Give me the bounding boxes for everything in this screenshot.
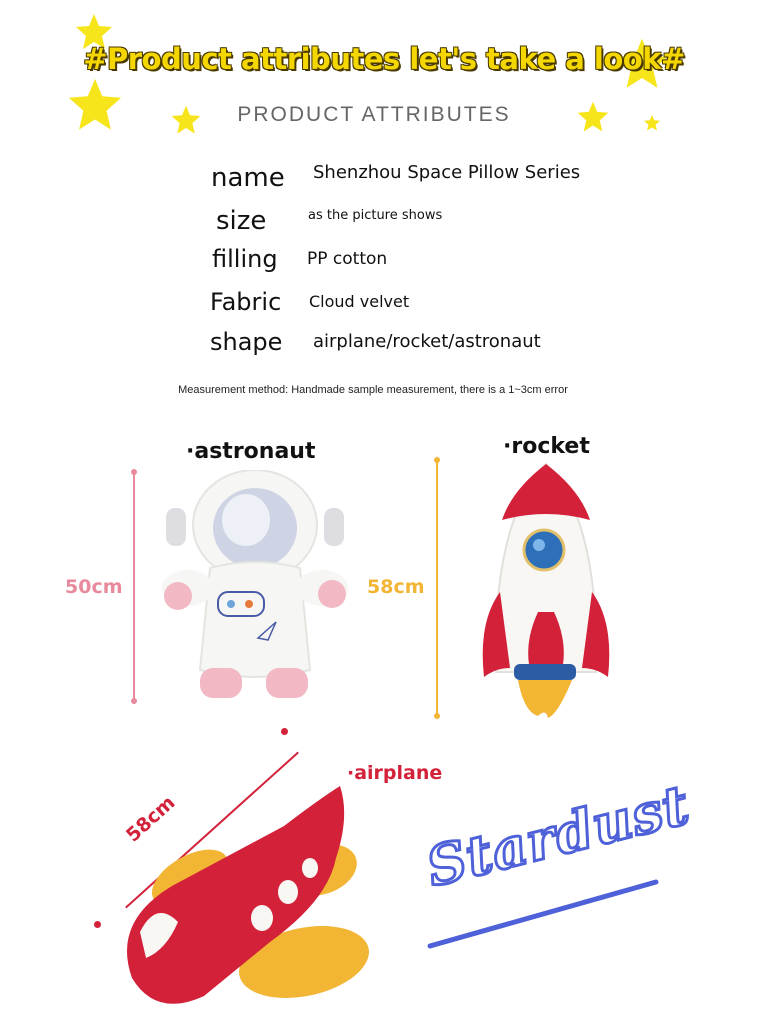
airplane-label: ·airplane bbox=[347, 762, 443, 784]
attr-label-size: size bbox=[216, 206, 267, 236]
astronaut-label: ·astronaut bbox=[186, 439, 316, 464]
dim-endpoint bbox=[281, 728, 288, 735]
attr-label-shape: shape bbox=[210, 328, 283, 356]
rocket-dimension: 58cm bbox=[367, 576, 425, 598]
attr-label-filling: filling bbox=[212, 245, 278, 273]
dim-endpoint bbox=[131, 469, 137, 475]
dim-endpoint bbox=[434, 713, 440, 719]
measurement-note: Measurement method: Handmade sample measurement, there is a 1~3cm error bbox=[178, 384, 568, 396]
astronaut-dimension-line bbox=[133, 472, 135, 702]
astronaut-dimension: 50cm bbox=[65, 576, 123, 598]
dim-endpoint bbox=[131, 698, 137, 704]
attr-value-filling: PP cotton bbox=[307, 249, 388, 269]
attr-value-shape: airplane/rocket/astronaut bbox=[313, 331, 541, 352]
dim-endpoint bbox=[94, 921, 101, 928]
dim-endpoint bbox=[434, 457, 440, 463]
attr-label-fabric: Fabric bbox=[210, 288, 282, 316]
astronaut-plush bbox=[160, 470, 350, 710]
attr-label-name: name bbox=[211, 163, 285, 193]
attr-value-fabric: Cloud velvet bbox=[309, 292, 410, 311]
rocket-dimension-line bbox=[436, 460, 438, 716]
attr-value-size: as the picture shows bbox=[308, 208, 443, 223]
brand-logo: Stardust bbox=[420, 772, 696, 900]
airplane-dimension: 58cm bbox=[122, 791, 180, 847]
rocket-plush bbox=[476, 462, 616, 724]
attr-value-name: Shenzhou Space Pillow Series bbox=[313, 162, 581, 183]
rocket-label: ·rocket bbox=[503, 434, 590, 459]
airplane-plush bbox=[112, 782, 374, 1014]
section-subtitle: PRODUCT ATTRIBUTES bbox=[237, 103, 511, 126]
banner-title: #Product attributes let's take a look# bbox=[83, 42, 685, 76]
